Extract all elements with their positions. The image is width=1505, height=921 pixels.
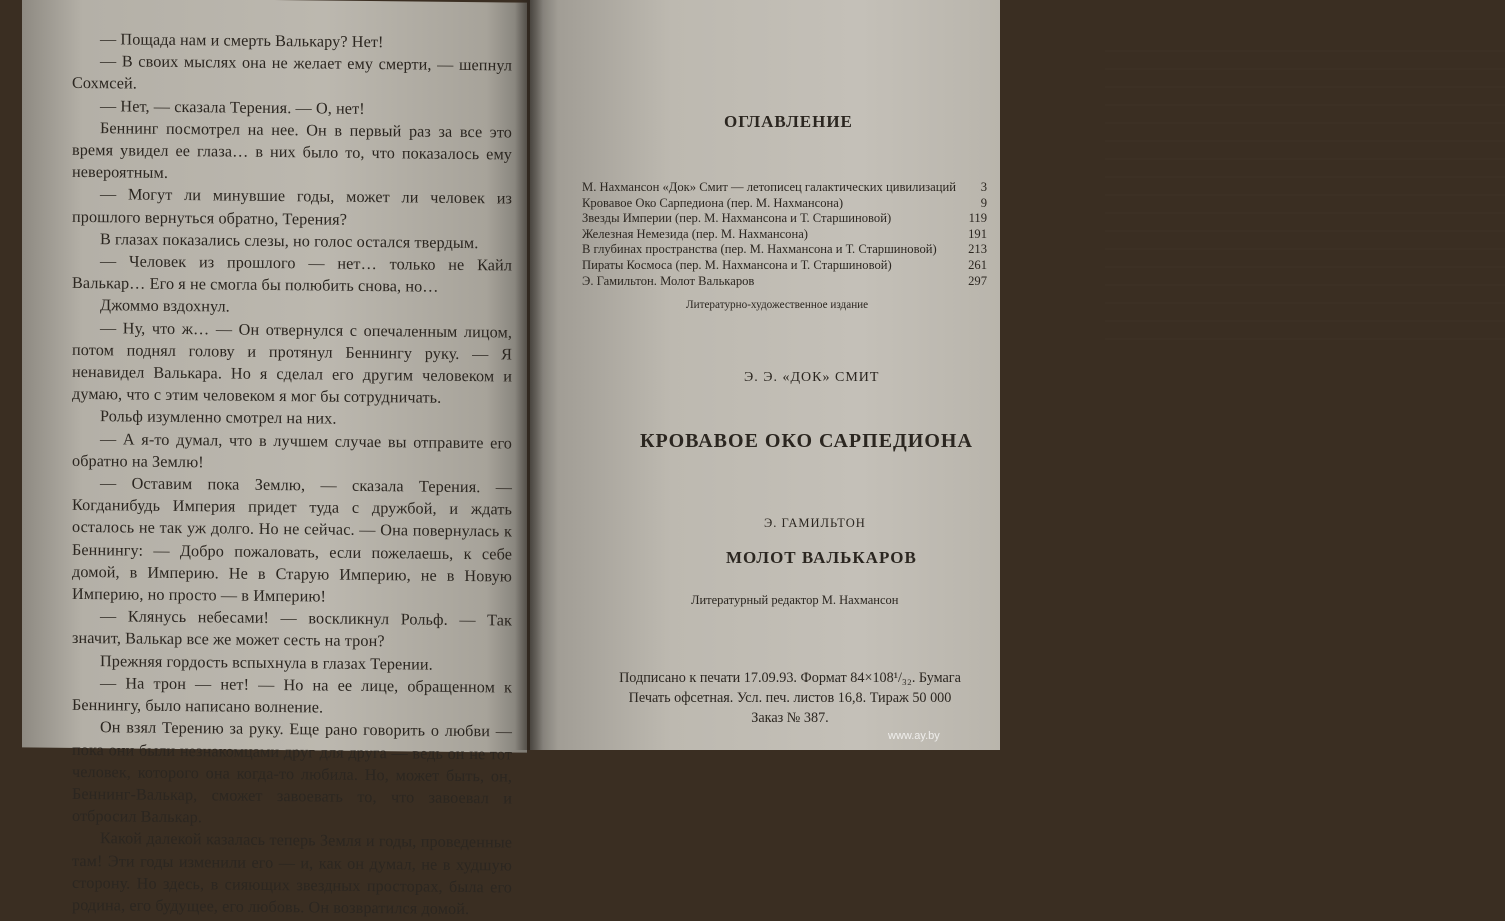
first-book-title: КРОВАВОЕ ОКО САРПЕДИОНА xyxy=(640,430,973,452)
paragraph: — В своих мыслях она не желает ему смерти, — шепнул Сохмсей. xyxy=(72,52,512,93)
toc-entry-title: В глубинах пространства (пер. М. Нахмансона и Т. Старшиновой) xyxy=(582,242,937,257)
edition-label: Литературно-художественное издание xyxy=(686,299,869,311)
imprint-block xyxy=(580,668,1000,728)
editor-credit: Литературный редактор М. Нахмансон xyxy=(691,593,899,607)
toc-entry-title: Пираты Космоса (пер. М. Нахмансона и Т. Старшиновой) xyxy=(582,257,892,272)
paragraph: Какой далекой казалась теперь Земля и годы, проведенные там! Эти годы изменили его — и, как он думал, не в худшую сторону. Но здесь, в сияющих звездных просторах, была его родина, его будущее, его любовь. Он возвратился домой. xyxy=(72,829,512,918)
toc-entry-page: 191 xyxy=(968,226,987,241)
toc-entry xyxy=(582,242,987,258)
toc-entry-title: Кровавое Око Сарпедиона (пер. М. Нахмансона) xyxy=(582,195,844,210)
second-author: Э. ГАМИЛЬТОН xyxy=(764,516,866,530)
toc-entry xyxy=(582,196,987,212)
toc-entry-page: 261 xyxy=(968,257,987,272)
toc-entry-page: 119 xyxy=(968,211,987,226)
toc-title: ОГЛАВЛЕНИЕ xyxy=(724,112,853,131)
toc-entry xyxy=(582,227,987,243)
toc-entry-title: М. Нахмансон «Док» Смит — летописец галактических цивилизаций xyxy=(582,180,956,194)
paragraph: — Пощада нам и смерть Валькару? Нет! xyxy=(100,30,384,52)
paragraph: — На трон — нет! — Но на ее лице, обращенном к Беннингу, было написано волнение. xyxy=(72,674,512,717)
paragraph: Беннинг посмотрел на нее. Он в первый раз за все это время увидел ее глаза… в них было то, что показалось ему невероятным. xyxy=(72,118,512,183)
toc-entry-title: Звезды Империи (пер. М. Нахмансона и Т. Старшиновой) xyxy=(582,211,892,226)
paragraph: В глазах показались слезы, но голос остался твердым. xyxy=(100,230,479,252)
first-author: Э. Э. «ДОК» СМИТ xyxy=(744,370,880,385)
paragraph: — Нет, — сказала Терения. — О, нет! xyxy=(100,96,365,118)
toc-entry-title: Железная Немезида (пер. М. Нахмансона) xyxy=(582,226,808,241)
toc-entry xyxy=(582,274,987,290)
watermark: www.ay.by xyxy=(888,730,940,742)
paragraph: — А я-то думал, что в лучшем случае вы отправите его обратно на Землю! xyxy=(72,429,512,472)
paragraph: — Ну, что ж… — Он отвернулся с опечаленным лицом, потом поднял голову и протянул Беннингу руку. — Я ненавидел Валькара. Но я сделал его другим человеком и думаю, что с этим человеком я мог бы сотрудничать. xyxy=(72,318,512,407)
toc-entry-page: 3 xyxy=(980,180,987,194)
toc-entry xyxy=(582,211,987,227)
book-gutter xyxy=(515,0,543,750)
paragraph: Прежняя гордость вспыхнула в глазах Терении. xyxy=(100,651,433,674)
paragraph: Джоммо вздохнул. xyxy=(100,296,230,316)
paragraph: — Могут ли минувшие годы, может ли человек из прошлого вернуться обратно, Терения? xyxy=(72,185,512,229)
show-through-texture xyxy=(1105,40,1505,340)
imprint-line: Подписано к печати 17.09.93. Формат 84×108¹/₃₂. Бумага xyxy=(619,670,961,686)
table-of-contents xyxy=(582,180,987,289)
imprint-line: Печать офсетная. Усл. печ. листов 16,8. Тираж 50 000 xyxy=(628,690,952,706)
toc-entry-page: 9 xyxy=(980,195,987,210)
toc-entry-title: Э. Гамильтон. Молот Валькаров xyxy=(582,273,755,288)
toc-entry xyxy=(582,180,987,196)
left-page-text xyxy=(72,28,512,921)
paragraph: — Оставим пока Землю, — сказала Терения. — Когданибудь Империя придет туда с дружбой, и ждать осталось не так уж долго. Но не сейчас. — Она повернулась к Беннингу: — Добро пожаловать, если пожелаешь, к себе домой, в Империю. Не в Старую Империю, не в Новую Империю, но просто — в Империю! xyxy=(72,474,512,606)
paragraph: — Клянусь небесами! — воскликнул Рольф. — Так значит, Валькар все же может сесть на трон? xyxy=(72,607,512,651)
toc-entry-page: 213 xyxy=(968,242,987,257)
toc-entry xyxy=(582,258,987,274)
imprint-line: Заказ № 387. xyxy=(751,710,829,726)
left-page xyxy=(22,0,527,918)
second-book-title: МОЛОТ ВАЛЬКАРОВ xyxy=(726,548,917,567)
toc-entry-page: 297 xyxy=(968,273,987,288)
paragraph: — Человек из прошлого — нет… только не Кайл Валькар… Его я не смогла бы полюбить снова, но… xyxy=(72,252,512,296)
paragraph: Он взял Терению за руку. Еще рано говорить о любви — пока они были незнакомцами друг для друга — ведь он не тот человек, которого она когда-то любила. Но, может быть, он, Беннинг-Валькар, сможет завоевать то, что завоевал и отбросил Валькар. xyxy=(72,718,512,827)
paragraph: Рольф изумленно смотрел на них. xyxy=(100,407,337,429)
